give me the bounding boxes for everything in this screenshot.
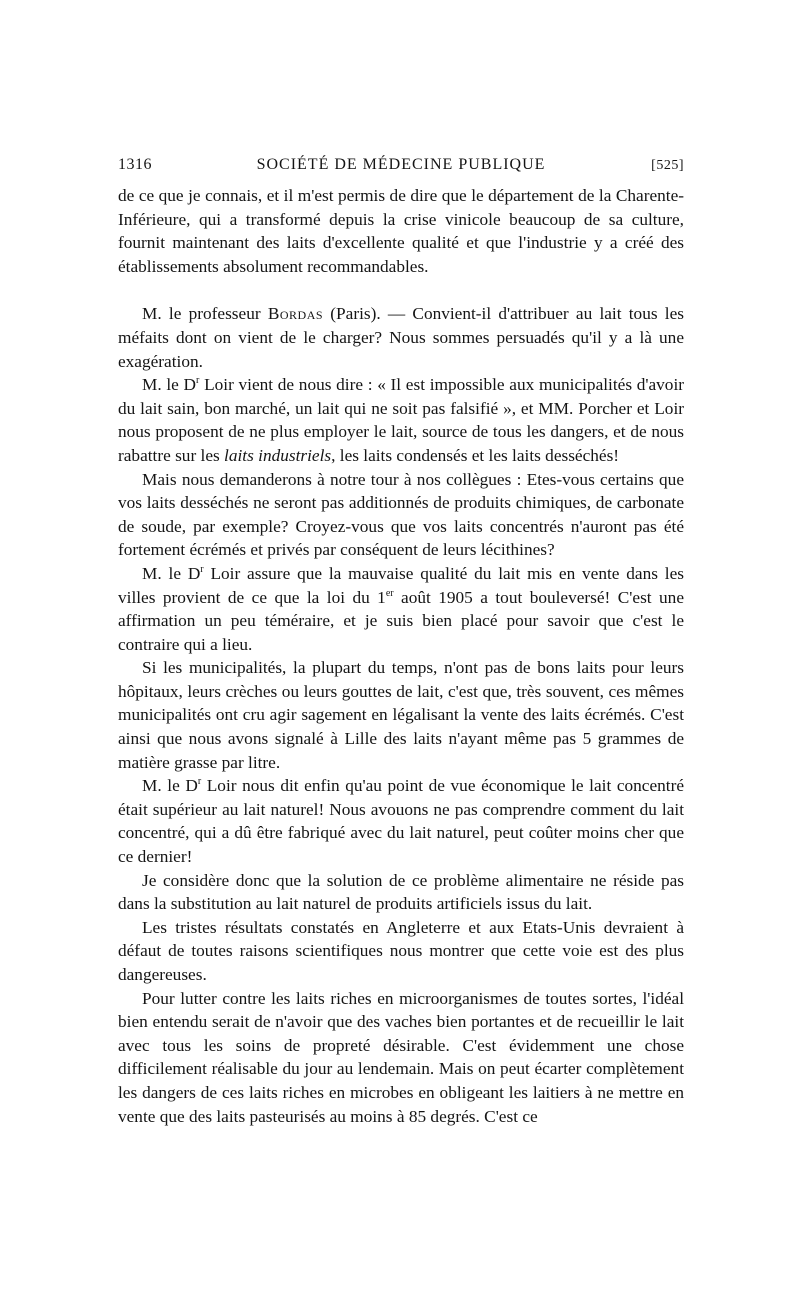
paragraph-1: de ce que je connais, et il m'est permis de dire que le département de la Charente-Inférieure, qui a transformé depuis la crise vinicole beaucoup de sa culture, fournit maintenant des laits d'excellente qualité et que l'industrie y a créé des établissements absolument recommandables. (118, 186, 684, 276)
paragraph-2: M. le professeur Bordas (Paris). — Convient-il d'attribuer au lait tous les méfaits dont on vient de le charger? Nous sommes persuadés qu'il y a là une exagération. (118, 304, 684, 371)
paragraph-10: Pour lutter contre les laits riches en microorganismes de toutes sortes, l'idéal bien entendu serait de n'avoir que des vaches bien portantes et de recueillir le lait avec tous les soins de propreté désirable. C'est évidemment une chose difficilement réalisable du jour au lendemain. Mais on peut écarter complètement les dangers de ces laits riches en microbes en obligeant les laitiers à ne mettre en vente que des laits pasteurisés au moins à 85 degrés. C'est ce (118, 988, 684, 1126)
running-title: SOCIÉTÉ DE MÉDECINE PUBLIQUE (256, 156, 546, 173)
page-number: 1316 (118, 156, 152, 173)
body-text (118, 184, 684, 1128)
running-header (118, 152, 684, 180)
paragraph-9: Les tristes résultats constatés en Angleterre et aux Etats-Unis devraient à défaut de toutes raisons scientifiques nous montrer que cette voie est des plus dangereuses. (118, 917, 684, 984)
paragraph-3: M. le $D^r$ Loir vient de nous dire : « Il est impossible aux municipalités d'avoir du lait sain, bon marché, un lait qui ne soit pas falsifié », et MM. Porcher et Loir nous proposent de ne plus employer le lait, source de tous les dangers, et de nous rabattre sur les laits industriels, les laits condensés et les laits desséchés! (118, 375, 685, 465)
speaker-name: Bordas (267, 304, 324, 324)
bracket-page-ref: [525] (651, 158, 684, 173)
paragraph-5: M. le $D^r$ Loir assure que la mauvaise qualité du lait mis en vente dans les villes provient de ce que la loi du 1er août 1905 a tout bouleversé! C'est une affirmation un peu téméraire, et je suis bien placé pour savoir que c'est le contraire qui a lieu. (118, 563, 684, 654)
paragraph-6: Si les municipalités, la plupart du temps, n'ont pas de bons laits pour leurs hôpitaux, leurs crèches ou leurs gouttes de lait, c'est que, très souvent, ces mêmes municipalités ont cru agir sagement en légalisant la vente des laits écrémés. C'est ainsi que nous avons signalé à Lille des laits n'ayant même pas 5 grammes de matière grasse par litre. (118, 658, 684, 772)
paragraph-7: M. le $D^r$ Loir nous dit enfin qu'au point de vue économique le lait concentré était supérieur au lait naturel! Nous avouons ne pas comprendre comment du lait concentré, qui a dû être fabriqué avec du lait naturel, peut coûter moins cher que ce dernier! (118, 776, 684, 867)
paragraph-4: Mais nous demanderons à notre tour à nos collègues : Etes-vous certains que vos laits desséchés ne seront pas additionnés de produits chimiques, de carbonate de soude, par exemple? Croyez-vous que vos laits concentrés n'auront pas été fortement écrémés et privés par conséquent de leurs lécithines? (118, 469, 684, 560)
paragraph-8: Je considère donc que la solution de ce problème alimentaire ne réside pas dans la substitution au lait naturel de produits artificiels issus du lait. (118, 870, 684, 914)
italic-term: laits industriels (224, 445, 332, 465)
